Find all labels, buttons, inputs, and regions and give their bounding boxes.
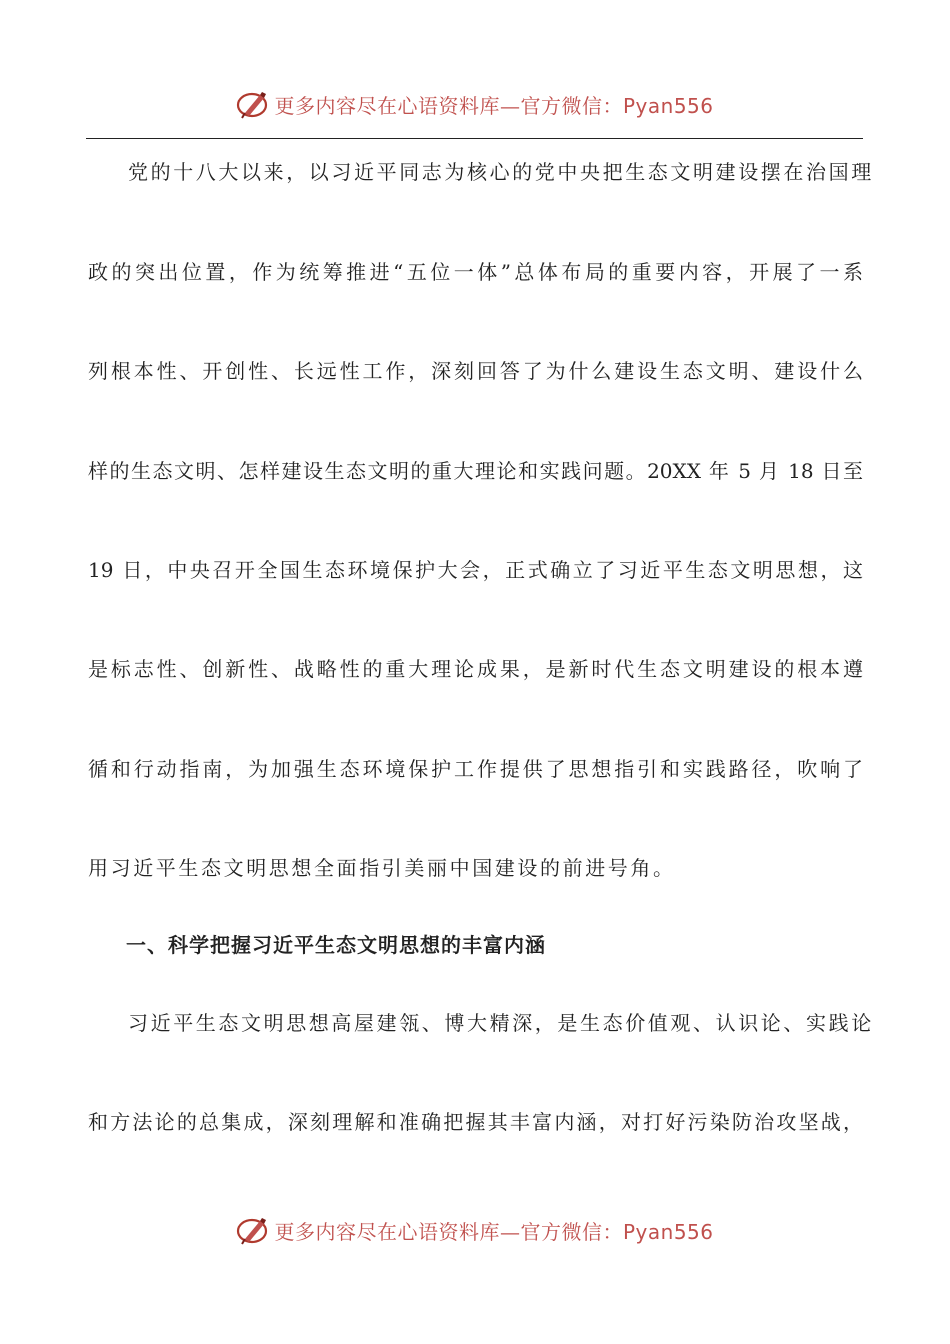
paragraph-line: 样的生态文明、怎样建设生态文明的重大理论和实践问题。20XX 年 5 月 18 日至 [88, 459, 863, 483]
paragraph-line: 用习近平生态文明思想全面指引美丽中国建设的前进号角。 [88, 856, 676, 880]
footer-banner [0, 1210, 950, 1250]
header-divider [86, 138, 863, 139]
paragraph-line: 循和行动指南，为加强生态环境保护工作提供了思想指引和实践路径，吹响了 [88, 757, 863, 781]
paragraph-line: 19 日，中央召开全国生态环境保护大会，正式确立了习近平生态文明思想，这 [88, 558, 863, 582]
banner-main-text: 更多内容尽在心语资料库—官方微信： [274, 1219, 623, 1244]
paragraph-line: 党的十八大以来，以习近平同志为核心的党中央把生态文明建设摆在治国理 [128, 160, 874, 184]
paragraph-line: 列根本性、开创性、长远性工作，深刻回答了为什么建设生态文明、建设什么 [88, 359, 863, 383]
section-heading: 一、科学把握习近平生态文明思想的丰富内涵 [126, 933, 546, 957]
pen-nib-icon [236, 87, 270, 121]
pen-nib-icon [236, 1213, 270, 1247]
banner-text [274, 90, 713, 119]
header-banner [0, 84, 950, 124]
banner-wechat-id: Pyan556 [622, 93, 714, 118]
paragraph-line: 习近平生态文明思想高屋建瓴、博大精深，是生态价值观、认识论、实践论 [128, 1011, 874, 1035]
paragraph-line: 是标志性、创新性、战略性的重大理论成果，是新时代生态文明建设的根本遵 [88, 657, 863, 681]
banner-wechat-id: Pyan556 [622, 1219, 714, 1244]
banner-main-text: 更多内容尽在心语资料库—官方微信： [274, 93, 623, 118]
banner-text [274, 1216, 713, 1245]
paragraph-line: 和方法论的总集成，深刻理解和准确把握其丰富内涵，对打好污染防治攻坚战， [88, 1110, 863, 1134]
paragraph-line: 政的突出位置，作为统筹推进“五位一体”总体布局的重要内容，开展了一系 [88, 260, 863, 284]
